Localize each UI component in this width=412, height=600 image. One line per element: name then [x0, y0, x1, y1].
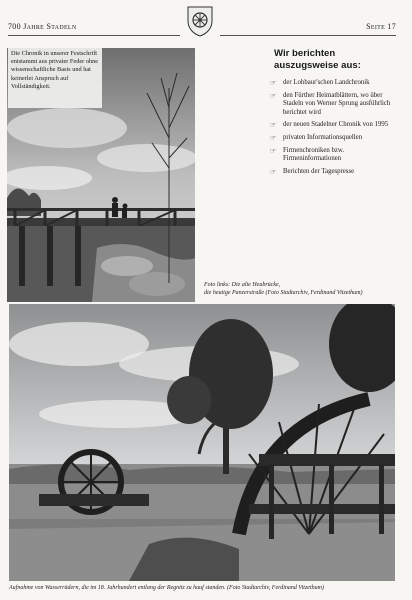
list-item [270, 134, 400, 143]
coat-of-arms-icon [186, 5, 214, 37]
pointing-hand-icon: ☞ [270, 91, 277, 100]
list-item-label: Berichten der Tagespresse [283, 167, 355, 175]
disclaimer-box: Die Chronik in unserer Festschrift entstammt aus privater Feder ohne wissenschaftliche Basis und hat keinerlei Anspruch auf Vollständigkeit. [8, 48, 102, 108]
pointing-hand-icon: ☞ [270, 121, 277, 130]
sources-title-line1: Wir berichten [274, 48, 336, 59]
header-title: 700 Jahre Stadeln [8, 22, 77, 31]
list-item [270, 168, 400, 177]
caption-line2: die heutige Panzerstraße (Foto Stadtarchiv, Ferdinand Vitzethum) [204, 289, 363, 296]
sources-title [274, 48, 400, 71]
list-item-label: der neuen Stadelner Chronik von 1995 [283, 121, 389, 129]
pointing-hand-icon: ☞ [270, 146, 277, 155]
caption-line1: Foto links: Die alte Heubrücke, [204, 282, 281, 288]
bridge-photo-caption [204, 282, 400, 297]
list-item [270, 147, 400, 164]
sources-section [270, 48, 400, 180]
list-item-label: privaten Informationsquellen [283, 133, 363, 141]
pointing-hand-icon: ☞ [270, 167, 277, 176]
waterwheel-photo-caption: Aufnahme von Wasserrädern, die im 18. Jahrhundert entlang der Regnitz zu hauf standen. (Foto Stadtarchiv, Ferdinand Vitzethum) [9, 585, 324, 591]
sources-title-line2: auszugsweise aus: [274, 59, 361, 71]
list-item [270, 79, 400, 88]
page-number: Seite 17 [366, 22, 396, 31]
list-item [270, 121, 400, 130]
list-item-label: den Fürther Heimatblättern, wo über Stadeln von Werner Sprung ausführlich berichtet wird [283, 91, 391, 116]
sources-list [270, 79, 400, 176]
list-item [270, 92, 400, 118]
pointing-hand-icon: ☞ [270, 79, 277, 87]
list-item-label: der Lohbaur'schen Landchronik [283, 79, 370, 86]
header-rule-right [220, 35, 396, 36]
header-rule-left [8, 35, 180, 36]
waterwheel-photo [9, 304, 395, 581]
pointing-hand-icon: ☞ [270, 133, 277, 142]
page-header [0, 0, 412, 40]
list-item-label: Firmenchroniken bzw. Firmeninformationen [283, 146, 345, 163]
